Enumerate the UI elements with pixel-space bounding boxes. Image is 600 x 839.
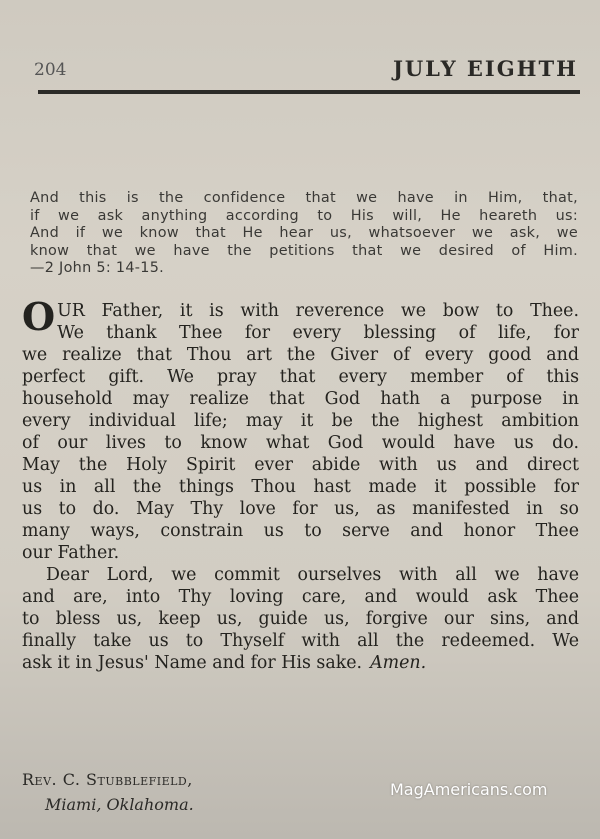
scripture-line: if we ask anything according to His will, He heareth us: [30,207,578,224]
prayer-line: us in all the things Thou hast made it possible for [22,477,579,497]
prayer-line: ask it in Jesus' Name and for His sake. [22,653,363,673]
prayer-line: and are, into Thy loving care, and would ask Thee [22,587,579,607]
scripture-line: And this is the confidence that we have in Him, that, [30,190,578,206]
scripture-line: And if we know that He hear us, whatsoever we ask, we [30,225,578,241]
prayer-line: our Father. [22,543,120,563]
header-rule [38,90,580,94]
prayer-line: of our lives to know what God would have us do. [22,433,579,453]
author-place: Miami, Oklahoma. [45,795,194,814]
date-title: JULY EIGHTH [392,56,578,81]
amen: Amen. [370,653,427,673]
prayer-line: May the Holy Spirit ever abide with us and direct [22,455,579,475]
watermark: MagAmericans.com [390,780,548,799]
scripture-line: know that we have the petitions that we desired of Him. [30,242,578,259]
prayer-line: UR Father, it is with reverence we bow to Thee. [57,301,579,321]
prayer-line: We thank Thee for every blessing of life, for [57,323,579,343]
drop-cap: O [22,294,56,339]
scripture-passage [30,190,578,278]
prayer-line: household may realize that God hath a purpose in [22,389,579,409]
prayer-line: Dear Lord, we commit ourselves with all we have [46,565,579,585]
scripture-reference: —2 John 5: 14-15. [30,260,165,276]
prayer-line: perfect gift. We pray that every member of this [22,367,579,387]
prayer-line: us to do. May Thy love for us, as manifested in so [22,499,579,519]
author-name: Rev. C. Stubblefield, [22,770,193,789]
prayer-line: finally take us to Thyself with all the redeemed. We [22,631,579,651]
prayer-text [22,294,579,674]
prayer-line: to bless us, keep us, guide us, forgive our sins, and [22,609,579,629]
prayer-line: every individual life; may it be the highest ambition [22,411,579,431]
page-number: 204 [34,60,67,80]
prayer-line: many ways, constrain us to serve and honor Thee [22,521,579,541]
prayer-line: we realize that Thou art the Giver of every good and [22,345,579,365]
